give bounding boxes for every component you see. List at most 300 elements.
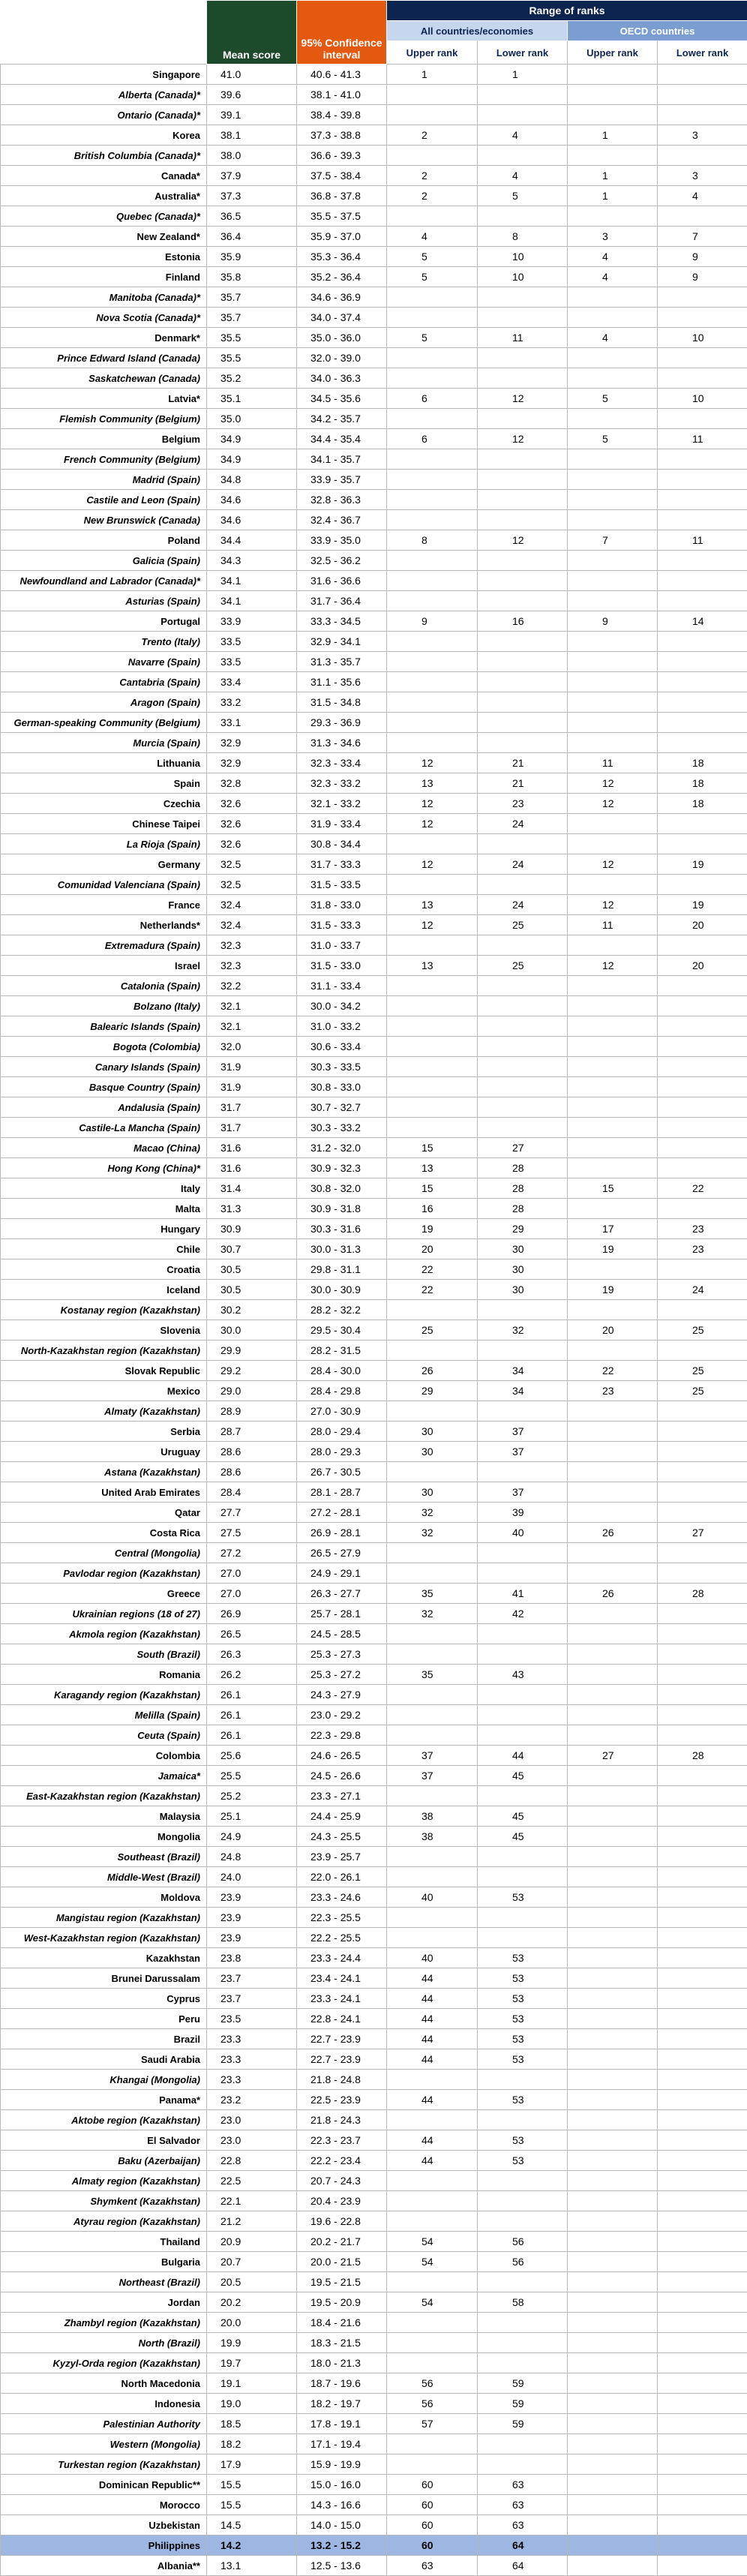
table-row bbox=[1, 1503, 747, 1523]
row-oecd-upper-rank bbox=[568, 308, 658, 328]
row-all-upper-rank bbox=[387, 976, 478, 996]
row-all-lower-rank: 39 bbox=[478, 1503, 568, 1523]
row-all-upper-rank bbox=[387, 2313, 478, 2333]
row-oecd-upper-rank bbox=[568, 1908, 658, 1928]
row-mean-score: 30.2 bbox=[207, 1300, 297, 1320]
row-all-upper-rank: 16 bbox=[387, 1199, 478, 1219]
row-all-upper-rank bbox=[387, 105, 478, 125]
row-name: Aragon (Spain) bbox=[1, 692, 207, 713]
row-confidence-interval: 32.3 - 33.2 bbox=[297, 773, 387, 794]
row-oecd-lower-rank: 20 bbox=[658, 915, 747, 935]
row-mean-score: 23.2 bbox=[207, 2090, 297, 2110]
table-row bbox=[1, 1320, 747, 1341]
row-all-lower-rank bbox=[478, 1057, 568, 1077]
row-mean-score: 32.4 bbox=[207, 915, 297, 935]
row-oecd-lower-rank bbox=[658, 449, 747, 470]
row-oecd-upper-rank bbox=[568, 1725, 658, 1746]
row-oecd-lower-rank bbox=[658, 1016, 747, 1037]
row-oecd-upper-rank bbox=[568, 1503, 658, 1523]
row-mean-score: 34.4 bbox=[207, 530, 297, 551]
row-confidence-interval: 22.0 - 26.1 bbox=[297, 1867, 387, 1887]
row-oecd-upper-rank bbox=[568, 976, 658, 996]
row-all-lower-rank bbox=[478, 1462, 568, 1482]
row-oecd-lower-rank bbox=[658, 2535, 747, 2556]
row-name: French Community (Belgium) bbox=[1, 449, 207, 470]
row-confidence-interval: 31.8 - 33.0 bbox=[297, 895, 387, 915]
row-all-lower-rank: 24 bbox=[478, 895, 568, 915]
row-oecd-lower-rank bbox=[658, 1847, 747, 1867]
table-row bbox=[1, 1644, 747, 1665]
row-name: Australia* bbox=[1, 186, 207, 206]
row-mean-score: 14.2 bbox=[207, 2535, 297, 2556]
row-name: El Salvador bbox=[1, 2130, 207, 2151]
row-oecd-upper-rank bbox=[568, 2211, 658, 2232]
row-oecd-upper-rank bbox=[568, 1158, 658, 1178]
row-name: Castile and Leon (Spain) bbox=[1, 490, 207, 510]
row-mean-score: 32.8 bbox=[207, 773, 297, 794]
row-all-upper-rank: 44 bbox=[387, 1968, 478, 1989]
table-header bbox=[1, 1, 747, 65]
row-oecd-lower-rank bbox=[658, 2313, 747, 2333]
row-mean-score: 26.9 bbox=[207, 1604, 297, 1624]
row-confidence-interval: 13.2 - 15.2 bbox=[297, 2535, 387, 2556]
row-all-lower-rank: 24 bbox=[478, 814, 568, 834]
row-oecd-upper-rank bbox=[568, 2535, 658, 2556]
table-row bbox=[1, 1968, 747, 1989]
row-oecd-lower-rank bbox=[658, 2353, 747, 2373]
row-confidence-interval: 29.8 - 31.1 bbox=[297, 1259, 387, 1280]
row-all-upper-rank: 40 bbox=[387, 1887, 478, 1908]
table-row bbox=[1, 1037, 747, 1057]
row-oecd-lower-rank bbox=[658, 1057, 747, 1077]
table-row bbox=[1, 652, 747, 672]
row-mean-score: 31.6 bbox=[207, 1138, 297, 1158]
table-row bbox=[1, 287, 747, 308]
table-row bbox=[1, 1584, 747, 1604]
row-oecd-upper-rank: 27 bbox=[568, 1746, 658, 1766]
oecd-countries-header: OECD countries bbox=[568, 21, 747, 41]
row-name: Belgium bbox=[1, 429, 207, 449]
row-all-upper-rank: 12 bbox=[387, 753, 478, 773]
row-confidence-interval: 36.8 - 37.8 bbox=[297, 186, 387, 206]
row-name: Singapore bbox=[1, 65, 207, 85]
row-all-lower-rank: 30 bbox=[478, 1239, 568, 1259]
row-oecd-upper-rank: 20 bbox=[568, 1320, 658, 1341]
row-name: Cyprus bbox=[1, 1989, 207, 2009]
row-oecd-lower-rank bbox=[658, 2232, 747, 2252]
row-confidence-interval: 31.5 - 34.8 bbox=[297, 692, 387, 713]
row-all-lower-rank: 34 bbox=[478, 1381, 568, 1401]
row-oecd-upper-rank bbox=[568, 2373, 658, 2394]
table-row bbox=[1, 1766, 747, 1786]
row-confidence-interval: 28.0 - 29.4 bbox=[297, 1422, 387, 1442]
row-all-upper-rank bbox=[387, 1928, 478, 1948]
row-confidence-interval: 35.3 - 36.4 bbox=[297, 247, 387, 267]
row-mean-score: 28.7 bbox=[207, 1422, 297, 1442]
row-name: Nova Scotia (Canada)* bbox=[1, 308, 207, 328]
row-confidence-interval: 27.2 - 28.1 bbox=[297, 1503, 387, 1523]
row-oecd-lower-rank bbox=[658, 1442, 747, 1462]
row-confidence-interval: 31.7 - 36.4 bbox=[297, 591, 387, 611]
row-all-upper-rank: 54 bbox=[387, 2252, 478, 2272]
row-oecd-upper-rank bbox=[568, 105, 658, 125]
table-row bbox=[1, 247, 747, 267]
row-all-lower-rank: 28 bbox=[478, 1178, 568, 1199]
row-all-upper-rank bbox=[387, 1624, 478, 1644]
mean-score-header: Mean score bbox=[207, 1, 297, 65]
row-all-upper-rank: 15 bbox=[387, 1138, 478, 1158]
row-confidence-interval: 35.5 - 37.5 bbox=[297, 206, 387, 227]
row-all-upper-rank: 29 bbox=[387, 1381, 478, 1401]
row-all-lower-rank bbox=[478, 1563, 568, 1584]
row-oecd-upper-rank bbox=[568, 1624, 658, 1644]
row-mean-score: 31.7 bbox=[207, 1118, 297, 1138]
row-all-upper-rank bbox=[387, 692, 478, 713]
row-name: Asturias (Spain) bbox=[1, 591, 207, 611]
row-oecd-lower-rank bbox=[658, 2292, 747, 2313]
row-oecd-lower-rank bbox=[658, 1037, 747, 1057]
row-mean-score: 30.7 bbox=[207, 1239, 297, 1259]
row-oecd-upper-rank bbox=[568, 1563, 658, 1584]
table-row bbox=[1, 1381, 747, 1401]
row-name: Northeast (Brazil) bbox=[1, 2272, 207, 2292]
table-row bbox=[1, 510, 747, 530]
row-all-lower-rank bbox=[478, 409, 568, 429]
row-oecd-upper-rank bbox=[568, 2272, 658, 2292]
row-all-lower-rank bbox=[478, 287, 568, 308]
all-countries-header: All countries/economies bbox=[387, 21, 568, 41]
row-all-upper-rank: 2 bbox=[387, 186, 478, 206]
row-oecd-upper-rank bbox=[568, 2495, 658, 2515]
row-all-upper-rank bbox=[387, 1644, 478, 1665]
row-name: Lithuania bbox=[1, 753, 207, 773]
row-all-upper-rank: 63 bbox=[387, 2556, 478, 2576]
row-oecd-lower-rank: 11 bbox=[658, 530, 747, 551]
row-all-lower-rank bbox=[478, 2272, 568, 2292]
row-confidence-interval: 24.4 - 25.9 bbox=[297, 1806, 387, 1827]
row-oecd-lower-rank bbox=[658, 1705, 747, 1725]
row-all-lower-rank bbox=[478, 449, 568, 470]
row-oecd-lower-rank bbox=[658, 490, 747, 510]
row-name: Dominican Republic** bbox=[1, 2475, 207, 2495]
row-all-upper-rank bbox=[387, 1300, 478, 1320]
row-oecd-lower-rank bbox=[658, 1806, 747, 1827]
table-row bbox=[1, 814, 747, 834]
row-oecd-upper-rank bbox=[568, 1442, 658, 1462]
row-name: Astana (Kazakhstan) bbox=[1, 1462, 207, 1482]
row-oecd-upper-rank bbox=[568, 1462, 658, 1482]
row-oecd-upper-rank bbox=[568, 490, 658, 510]
row-confidence-interval: 30.7 - 32.7 bbox=[297, 1097, 387, 1118]
table-row bbox=[1, 2373, 747, 2394]
table-row bbox=[1, 1604, 747, 1624]
row-mean-score: 23.7 bbox=[207, 1989, 297, 2009]
row-oecd-lower-rank: 10 bbox=[658, 328, 747, 348]
row-all-lower-rank bbox=[478, 1016, 568, 1037]
row-oecd-upper-rank bbox=[568, 1806, 658, 1827]
row-all-upper-rank bbox=[387, 206, 478, 227]
row-all-upper-rank: 44 bbox=[387, 2130, 478, 2151]
row-all-lower-rank: 16 bbox=[478, 611, 568, 632]
row-all-lower-rank: 64 bbox=[478, 2535, 568, 2556]
row-oecd-lower-rank bbox=[658, 1685, 747, 1705]
table-row bbox=[1, 530, 747, 551]
row-oecd-lower-rank: 18 bbox=[658, 753, 747, 773]
row-mean-score: 28.6 bbox=[207, 1442, 297, 1462]
row-oecd-upper-rank: 9 bbox=[568, 611, 658, 632]
table-row bbox=[1, 591, 747, 611]
row-name: Turkestan region (Kazakhstan) bbox=[1, 2454, 207, 2475]
row-all-lower-rank bbox=[478, 510, 568, 530]
row-name: Morocco bbox=[1, 2495, 207, 2515]
row-oecd-lower-rank bbox=[658, 2475, 747, 2495]
row-all-upper-rank: 1 bbox=[387, 65, 478, 85]
row-all-upper-rank bbox=[387, 1057, 478, 1077]
row-oecd-upper-rank bbox=[568, 692, 658, 713]
row-mean-score: 38.1 bbox=[207, 125, 297, 146]
range-of-ranks-header: Range of ranks bbox=[387, 1, 747, 21]
row-confidence-interval: 25.3 - 27.2 bbox=[297, 1665, 387, 1685]
row-all-lower-rank: 45 bbox=[478, 1806, 568, 1827]
row-mean-score: 26.3 bbox=[207, 1644, 297, 1665]
row-all-lower-rank: 53 bbox=[478, 2029, 568, 2049]
row-confidence-interval: 27.0 - 30.9 bbox=[297, 1401, 387, 1422]
row-confidence-interval: 38.1 - 41.0 bbox=[297, 85, 387, 105]
row-all-lower-rank: 5 bbox=[478, 186, 568, 206]
row-oecd-upper-rank: 19 bbox=[568, 1239, 658, 1259]
row-confidence-interval: 17.8 - 19.1 bbox=[297, 2414, 387, 2434]
row-all-upper-rank bbox=[387, 1786, 478, 1806]
row-mean-score: 13.1 bbox=[207, 2556, 297, 2576]
row-oecd-lower-rank bbox=[658, 733, 747, 753]
row-oecd-lower-rank bbox=[658, 1199, 747, 1219]
row-confidence-interval: 34.5 - 35.6 bbox=[297, 389, 387, 409]
row-all-lower-rank: 4 bbox=[478, 166, 568, 186]
row-oecd-upper-rank bbox=[568, 2049, 658, 2070]
row-confidence-interval: 12.5 - 13.6 bbox=[297, 2556, 387, 2576]
row-confidence-interval: 20.2 - 21.7 bbox=[297, 2232, 387, 2252]
table-row bbox=[1, 2414, 747, 2434]
row-name: Murcia (Spain) bbox=[1, 733, 207, 753]
row-oecd-upper-rank: 12 bbox=[568, 956, 658, 976]
row-oecd-lower-rank: 27 bbox=[658, 1523, 747, 1543]
row-all-lower-rank: 59 bbox=[478, 2394, 568, 2414]
row-oecd-lower-rank: 3 bbox=[658, 125, 747, 146]
row-all-upper-rank: 2 bbox=[387, 125, 478, 146]
table-row bbox=[1, 1908, 747, 1928]
row-all-lower-rank bbox=[478, 490, 568, 510]
row-name: Karagandy region (Kazakhstan) bbox=[1, 1685, 207, 1705]
row-oecd-lower-rank bbox=[658, 551, 747, 571]
row-name: Melilla (Spain) bbox=[1, 1705, 207, 1725]
row-all-upper-rank bbox=[387, 1401, 478, 1422]
row-all-upper-rank: 56 bbox=[387, 2394, 478, 2414]
row-all-upper-rank bbox=[387, 1097, 478, 1118]
row-name: Denmark* bbox=[1, 328, 207, 348]
table-row bbox=[1, 895, 747, 915]
row-oecd-lower-rank bbox=[658, 652, 747, 672]
row-all-lower-rank bbox=[478, 1786, 568, 1806]
row-mean-score: 35.9 bbox=[207, 247, 297, 267]
row-oecd-lower-rank bbox=[658, 368, 747, 389]
row-mean-score: 32.9 bbox=[207, 733, 297, 753]
row-confidence-interval: 25.3 - 27.3 bbox=[297, 1644, 387, 1665]
row-mean-score: 27.5 bbox=[207, 1523, 297, 1543]
row-oecd-lower-rank bbox=[658, 2029, 747, 2049]
table-row bbox=[1, 753, 747, 773]
row-confidence-interval: 24.3 - 27.9 bbox=[297, 1685, 387, 1705]
row-all-upper-rank bbox=[387, 2110, 478, 2130]
row-all-upper-rank: 32 bbox=[387, 1503, 478, 1523]
row-oecd-upper-rank bbox=[568, 1928, 658, 1948]
row-mean-score: 35.5 bbox=[207, 348, 297, 368]
row-name: Balearic Islands (Spain) bbox=[1, 1016, 207, 1037]
row-name: Flemish Community (Belgium) bbox=[1, 409, 207, 429]
table-row bbox=[1, 1705, 747, 1725]
row-all-lower-rank: 30 bbox=[478, 1280, 568, 1300]
row-name: Brunei Darussalam bbox=[1, 1968, 207, 1989]
row-mean-score: 41.0 bbox=[207, 65, 297, 85]
table-row bbox=[1, 1239, 747, 1259]
row-confidence-interval: 25.7 - 28.1 bbox=[297, 1604, 387, 1624]
row-oecd-lower-rank bbox=[658, 65, 747, 85]
row-confidence-interval: 31.3 - 34.6 bbox=[297, 733, 387, 753]
row-confidence-interval: 21.8 - 24.8 bbox=[297, 2070, 387, 2090]
row-name: Uruguay bbox=[1, 1442, 207, 1462]
row-all-lower-rank bbox=[478, 1543, 568, 1563]
row-oecd-lower-rank bbox=[658, 2171, 747, 2191]
row-name: Kazakhstan bbox=[1, 1948, 207, 1968]
table-row bbox=[1, 449, 747, 470]
row-oecd-lower-rank bbox=[658, 1158, 747, 1178]
row-confidence-interval: 20.0 - 21.5 bbox=[297, 2252, 387, 2272]
row-name: Czechia bbox=[1, 794, 207, 814]
row-confidence-interval: 19.5 - 20.9 bbox=[297, 2292, 387, 2313]
row-oecd-upper-rank bbox=[568, 2151, 658, 2171]
row-oecd-lower-rank: 19 bbox=[658, 895, 747, 915]
row-name: Uzbekistan bbox=[1, 2515, 207, 2535]
table-row bbox=[1, 65, 747, 85]
row-mean-score: 22.1 bbox=[207, 2191, 297, 2211]
row-all-upper-rank bbox=[387, 368, 478, 389]
row-name: Mexico bbox=[1, 1381, 207, 1401]
row-oecd-lower-rank bbox=[658, 206, 747, 227]
row-all-upper-rank bbox=[387, 470, 478, 490]
table-row bbox=[1, 1462, 747, 1482]
row-confidence-interval: 31.5 - 33.5 bbox=[297, 875, 387, 895]
row-mean-score: 30.5 bbox=[207, 1280, 297, 1300]
row-all-upper-rank: 8 bbox=[387, 530, 478, 551]
row-oecd-lower-rank: 23 bbox=[658, 1239, 747, 1259]
row-all-lower-rank bbox=[478, 1847, 568, 1867]
table-row bbox=[1, 956, 747, 976]
row-confidence-interval: 26.3 - 27.7 bbox=[297, 1584, 387, 1604]
row-mean-score: 23.7 bbox=[207, 1968, 297, 1989]
table-row bbox=[1, 875, 747, 895]
row-oecd-lower-rank: 24 bbox=[658, 1280, 747, 1300]
row-mean-score: 37.9 bbox=[207, 166, 297, 186]
table-row bbox=[1, 429, 747, 449]
row-name: Mangistau region (Kazakhstan) bbox=[1, 1908, 207, 1928]
row-confidence-interval: 26.5 - 27.9 bbox=[297, 1543, 387, 1563]
row-oecd-upper-rank bbox=[568, 632, 658, 652]
row-confidence-interval: 23.0 - 29.2 bbox=[297, 1705, 387, 1725]
row-all-lower-rank: 43 bbox=[478, 1665, 568, 1685]
row-name: German-speaking Community (Belgium) bbox=[1, 713, 207, 733]
row-confidence-interval: 23.3 - 24.4 bbox=[297, 1948, 387, 1968]
row-all-upper-rank: 22 bbox=[387, 1280, 478, 1300]
row-confidence-interval: 29.3 - 36.9 bbox=[297, 713, 387, 733]
row-all-lower-rank bbox=[478, 2191, 568, 2211]
row-name: Madrid (Spain) bbox=[1, 470, 207, 490]
row-oecd-upper-rank: 23 bbox=[568, 1381, 658, 1401]
row-name: Palestinian Authority bbox=[1, 2414, 207, 2434]
row-name: Navarre (Spain) bbox=[1, 652, 207, 672]
row-confidence-interval: 17.1 - 19.4 bbox=[297, 2434, 387, 2454]
row-oecd-upper-rank bbox=[568, 1057, 658, 1077]
row-confidence-interval: 32.0 - 39.0 bbox=[297, 348, 387, 368]
row-oecd-upper-rank bbox=[568, 348, 658, 368]
row-all-upper-rank bbox=[387, 510, 478, 530]
row-oecd-upper-rank bbox=[568, 652, 658, 672]
row-oecd-lower-rank bbox=[658, 2414, 747, 2434]
table-body bbox=[1, 65, 747, 2576]
row-oecd-upper-rank: 1 bbox=[568, 125, 658, 146]
row-all-lower-rank: 32 bbox=[478, 1320, 568, 1341]
row-confidence-interval: 31.1 - 35.6 bbox=[297, 672, 387, 692]
row-all-lower-rank: 12 bbox=[478, 530, 568, 551]
row-name: Jordan bbox=[1, 2292, 207, 2313]
row-confidence-interval: 28.4 - 29.8 bbox=[297, 1381, 387, 1401]
row-all-upper-rank bbox=[387, 1867, 478, 1887]
row-name: Comunidad Valenciana (Spain) bbox=[1, 875, 207, 895]
row-oecd-lower-rank bbox=[658, 2434, 747, 2454]
row-oecd-lower-rank bbox=[658, 875, 747, 895]
row-name: Albania** bbox=[1, 2556, 207, 2576]
row-all-lower-rank: 12 bbox=[478, 389, 568, 409]
row-name: Canary Islands (Spain) bbox=[1, 1057, 207, 1077]
row-confidence-interval: 35.2 - 36.4 bbox=[297, 267, 387, 287]
table-row bbox=[1, 206, 747, 227]
row-oecd-upper-rank bbox=[568, 1543, 658, 1563]
row-all-upper-rank bbox=[387, 1685, 478, 1705]
row-oecd-lower-rank bbox=[658, 1665, 747, 1685]
row-oecd-upper-rank bbox=[568, 2556, 658, 2576]
row-oecd-lower-rank bbox=[658, 1786, 747, 1806]
row-confidence-interval: 21.8 - 24.3 bbox=[297, 2110, 387, 2130]
row-mean-score: 34.9 bbox=[207, 449, 297, 470]
table-row bbox=[1, 834, 747, 854]
row-all-upper-rank: 44 bbox=[387, 2151, 478, 2171]
row-all-upper-rank bbox=[387, 1341, 478, 1361]
row-oecd-upper-rank bbox=[568, 1968, 658, 1989]
row-name: Almaty (Kazakhstan) bbox=[1, 1401, 207, 1422]
row-confidence-interval: 31.5 - 33.3 bbox=[297, 915, 387, 935]
row-all-upper-rank: 37 bbox=[387, 1746, 478, 1766]
table-row bbox=[1, 935, 747, 956]
row-all-lower-rank: 63 bbox=[478, 2495, 568, 2515]
row-oecd-lower-rank bbox=[658, 692, 747, 713]
row-oecd-upper-rank: 19 bbox=[568, 1280, 658, 1300]
table-row bbox=[1, 1685, 747, 1705]
table-row bbox=[1, 1280, 747, 1300]
table-row bbox=[1, 125, 747, 146]
row-name: Southeast (Brazil) bbox=[1, 1847, 207, 1867]
row-confidence-interval: 34.4 - 35.4 bbox=[297, 429, 387, 449]
table-row bbox=[1, 2313, 747, 2333]
row-all-lower-rank: 41 bbox=[478, 1584, 568, 1604]
row-all-lower-rank: 37 bbox=[478, 1422, 568, 1442]
